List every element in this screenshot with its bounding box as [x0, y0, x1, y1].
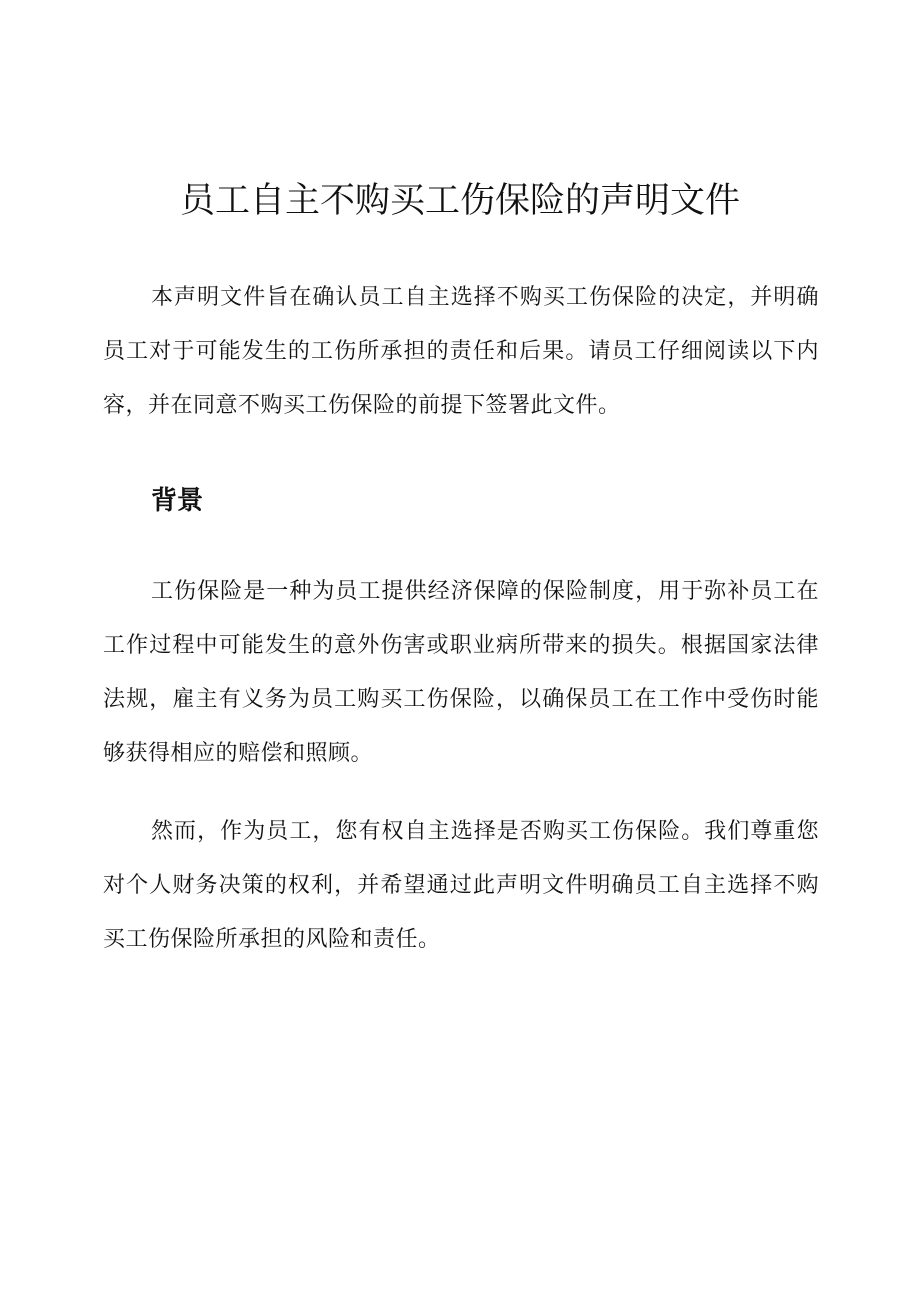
background-paragraph-1: 工伤保险是一种为员工提供经济保障的保险制度，用于弥补员工在工作过程中可能发生的意外伤害或职业病所带来的损失。根据国家法律法规，雇主有义务为员工购买工伤保险，以确保员工在工作中受伤时能够获得相应的赔偿和照顾。	[103, 579, 819, 766]
intro-paragraph: 本声明文件旨在确认员工自主选择不购买工伤保险的决定，并明确员工对于可能发生的工伤所承担的责任和后果。请员工仔细阅读以下内容，并在同意不购买工伤保险的前提下签署此文件。	[103, 285, 819, 418]
document-title: 员工自主不购买工伤保险的声明文件	[179, 181, 740, 221]
section-heading-background: 背景	[151, 486, 204, 516]
background-paragraph-2: 然而，作为员工，您有权自主选择是否购买工伤保险。我们尊重您对个人财务决策的权利，并希望通过此声明文件明确员工自主选择不购买工伤保险所承担的风险和责任。	[103, 819, 819, 952]
